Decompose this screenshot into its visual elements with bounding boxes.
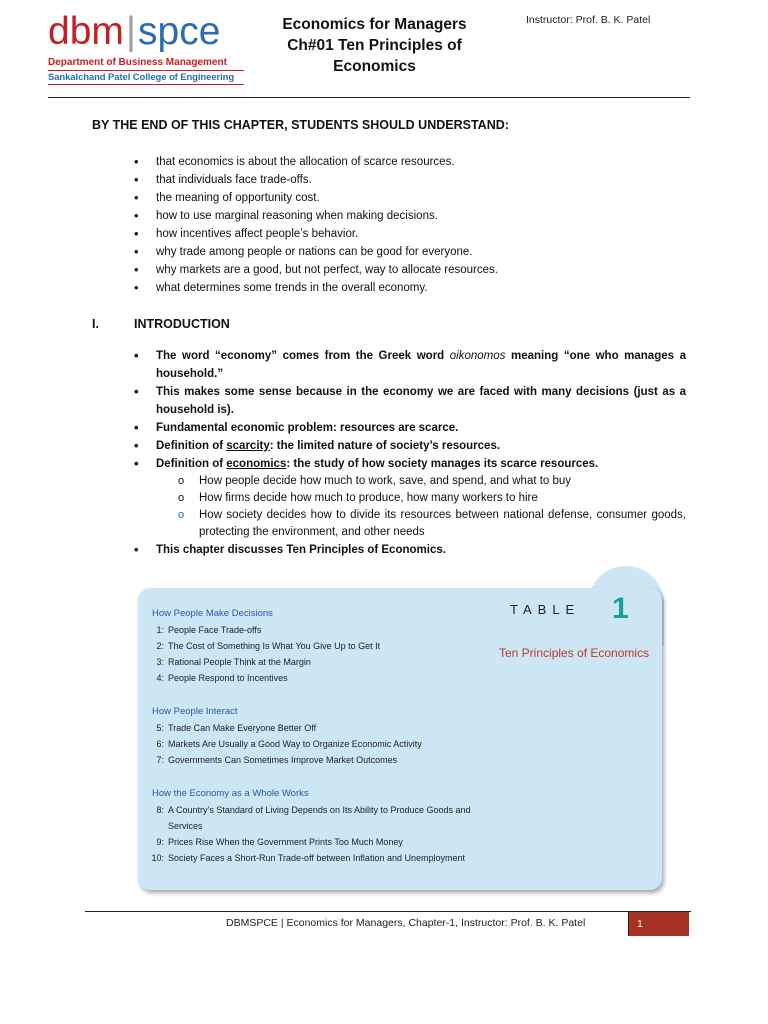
item-text: The Cost of Something Is What You Give Up to Get It xyxy=(168,641,381,651)
table-item xyxy=(150,673,288,683)
list-item: • that economics is about the allocation of scarce resources. xyxy=(134,153,694,171)
logo-separator: | xyxy=(125,10,137,53)
instructor-label: Instructor: Prof. B. K. Patel xyxy=(526,14,651,26)
list-item: • how incentives affect people’s behavior. xyxy=(134,225,694,243)
greek-word: oikonomos xyxy=(449,350,506,362)
text-run: The word “economy” comes from the Greek word xyxy=(156,350,450,362)
section-number: I. xyxy=(92,317,99,331)
item-text: Markets Are Usually a Good Way to Organize Economic Activity xyxy=(168,739,422,749)
table-item xyxy=(150,755,397,765)
title-line-1: Economics for Managers xyxy=(282,16,467,33)
list-item: • This chapter discusses Ten Principles of Economics. xyxy=(134,541,686,559)
item-number: 8: xyxy=(156,805,164,815)
item-number: 3: xyxy=(156,657,164,667)
document-title xyxy=(262,14,487,77)
table-group-title: How People Make Decisions xyxy=(152,608,273,619)
term-scarcity: scarcity xyxy=(226,440,270,452)
item-text: People Face Trade-offs xyxy=(168,625,262,635)
logo xyxy=(48,10,244,85)
item-text: A Country’s Standard of Living Depends on Its Ability to Produce Goods and xyxy=(168,805,471,815)
principles-table-figure xyxy=(132,556,674,906)
section-title: INTRODUCTION xyxy=(134,317,230,331)
text-run: meaning “one who manages a household.” xyxy=(156,350,686,380)
table-item xyxy=(150,739,422,749)
item-number: 2: xyxy=(156,641,164,651)
objectives-list xyxy=(134,153,694,297)
table-item xyxy=(150,853,465,863)
table-number: 1 xyxy=(612,592,629,625)
list-item xyxy=(134,347,686,383)
table-item xyxy=(150,641,380,651)
list-item xyxy=(134,455,686,541)
text-run: Definition of xyxy=(156,440,227,452)
table-item xyxy=(150,625,261,635)
list-item: • that individuals face trade-offs. xyxy=(134,171,694,189)
header-divider xyxy=(48,97,690,98)
logo-department: Department of Business Management xyxy=(48,57,227,68)
list-item: • the meaning of opportunity cost. xyxy=(134,189,694,207)
objectives-heading: BY THE END OF THIS CHAPTER, STUDENTS SHOULD UNDERSTAND: xyxy=(92,118,509,132)
logo-wordmark xyxy=(48,10,244,54)
table-item xyxy=(150,821,203,831)
item-text: Prices Rise When the Government Prints Too Much Money xyxy=(168,837,403,847)
item-number: 7: xyxy=(156,755,164,765)
table-item xyxy=(150,805,471,815)
sub-list-item: o How people decide how much to work, save, and spend, and what to buy xyxy=(178,473,686,490)
item-number: 5: xyxy=(156,723,164,733)
table-group-title: How People Interact xyxy=(152,706,238,717)
item-number: 4: xyxy=(156,673,164,683)
item-text: Society Faces a Short-Run Trade-off between Inflation and Unemployment xyxy=(168,853,465,863)
table-group-title: How the Economy as a Whole Works xyxy=(152,788,309,799)
sub-list-item: o How firms decide how much to produce, how many workers to hire xyxy=(178,490,686,507)
list-item: • why markets are a good, but not perfect, way to allocate resources. xyxy=(134,261,694,279)
list-item: • Fundamental economic problem: resources are scarce. xyxy=(134,419,686,437)
item-number: 6: xyxy=(156,739,164,749)
table-item xyxy=(150,657,311,667)
title-line-3: Economics xyxy=(333,58,416,75)
item-text: People Respond to Incentives xyxy=(168,673,288,683)
footer-text: DBMSPCE | Economics for Managers, Chapter-1, Instructor: Prof. B. K. Patel xyxy=(226,917,586,929)
item-text: Rational People Think at the Margin xyxy=(168,657,311,667)
item-number: 9: xyxy=(156,837,164,847)
logo-part-dbm: dbm xyxy=(48,10,124,53)
item-number: 10: xyxy=(151,853,164,863)
item-text: Governments Can Sometimes Improve Market Outcomes xyxy=(168,755,398,765)
list-item xyxy=(134,437,686,455)
list-item: • what determines some trends in the overall economy. xyxy=(134,279,694,297)
item-number: 1: xyxy=(156,625,164,635)
item-text: Services xyxy=(168,821,203,831)
text-run: : the limited nature of society’s resources. xyxy=(269,440,501,452)
table-item xyxy=(150,837,403,847)
footer-divider xyxy=(85,911,691,912)
text-run: : the study of how society manages its scarce resources. xyxy=(286,458,599,470)
table-item xyxy=(150,723,316,733)
text-run: Definition of xyxy=(156,458,227,470)
title-line-2: Ch#01 Ten Principles of xyxy=(287,37,462,54)
item-text: Trade Can Make Everyone Better Off xyxy=(168,723,317,733)
logo-college: Sankalchand Patel College of Engineering xyxy=(48,70,244,85)
list-item: • This makes some sense because in the economy we are faced with many decisions (just as a household is). xyxy=(134,383,686,419)
logo-part-spce: spce xyxy=(138,10,221,53)
sub-list-item: o How society decides how to divide its resources between national defense, consumer goods, protecting the environment, and other needs xyxy=(178,507,686,541)
list-item: • how to use marginal reasoning when making decisions. xyxy=(134,207,694,225)
table-title: Ten Principles of Economics xyxy=(499,646,650,660)
table-label: TABLE xyxy=(510,602,581,617)
list-item: • why trade among people or nations can be good for everyone. xyxy=(134,243,694,261)
sub-list xyxy=(156,473,686,541)
intro-list xyxy=(134,347,686,559)
page-number: 1 xyxy=(629,912,689,936)
term-economics: economics xyxy=(226,458,287,470)
